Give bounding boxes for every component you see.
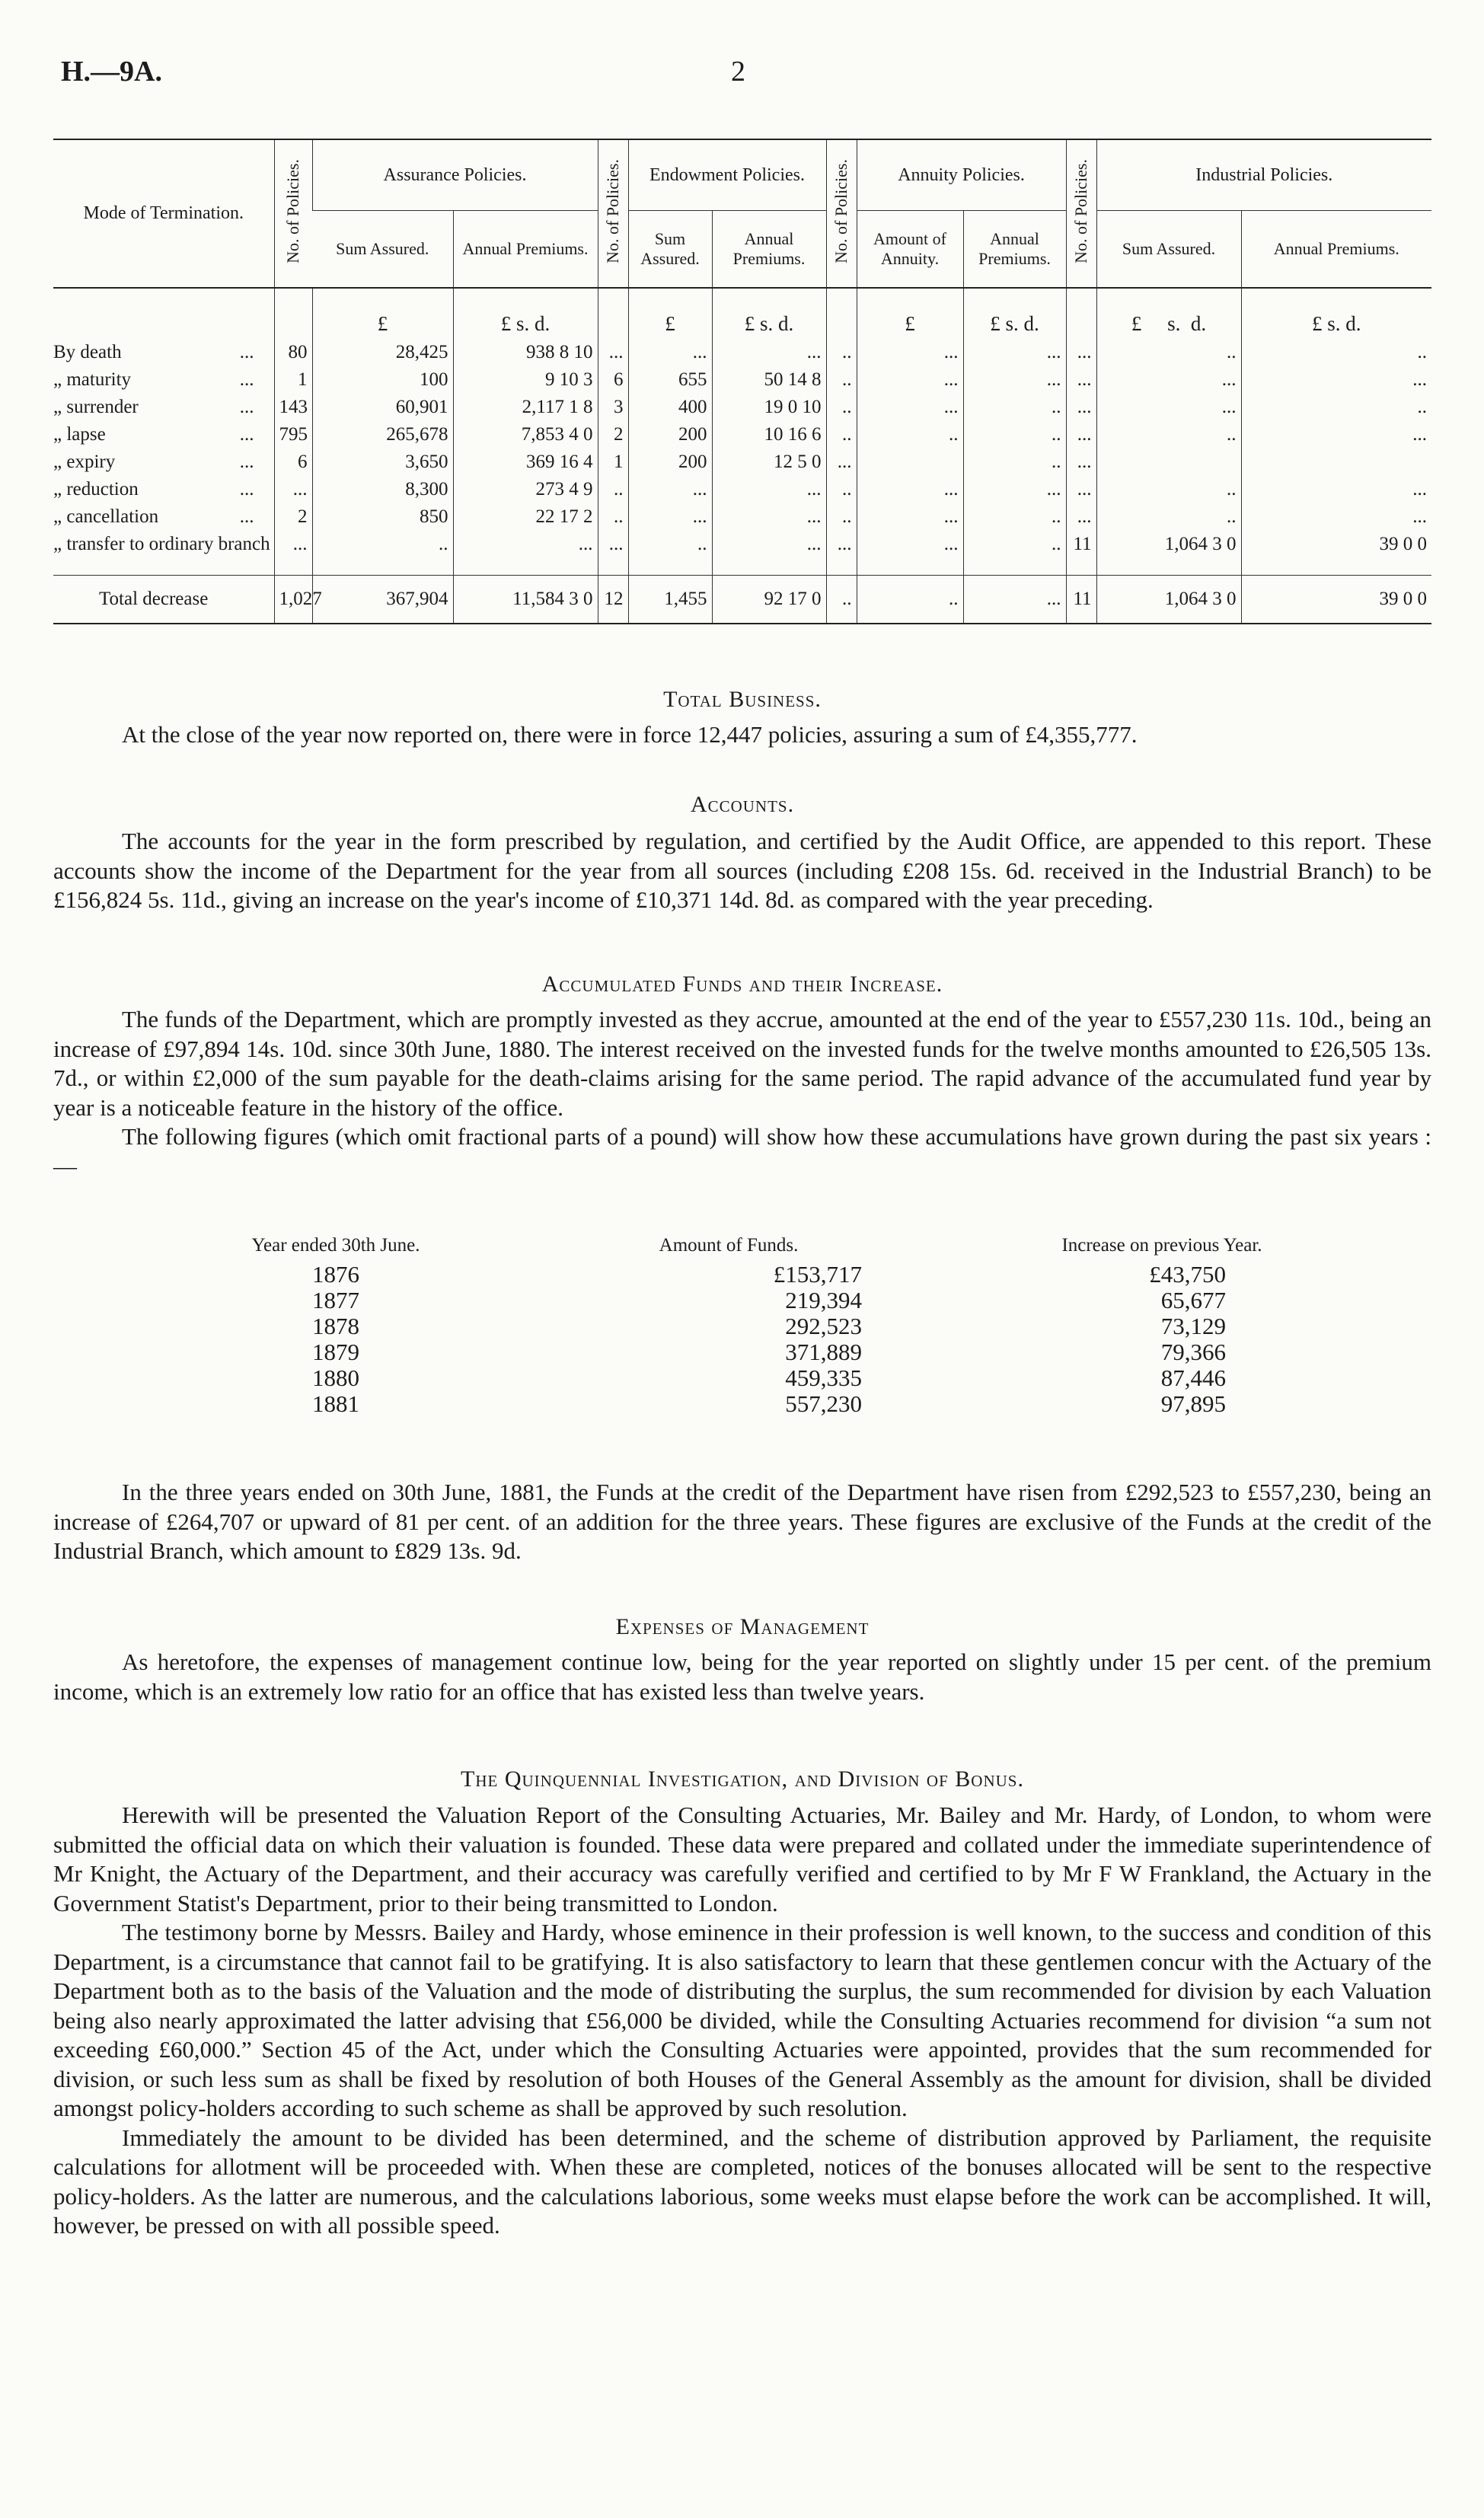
funds-row bbox=[236, 1262, 1302, 1288]
cell-n-amt bbox=[857, 448, 963, 476]
spacer-cell bbox=[274, 558, 312, 576]
paragraph: The funds of the Department, which are promptly invested as they accrue, amounted at the end of the year to £557,230 11s. 10d., being an increase of £97,894 14s. 10d. since 30th June, 1880. The interest received on the invested funds for the twelve months amounted to £26,505 13s. 7d., or within £2,000 of the sum payable for the death-claims arising for the same period. The rapid advance of the accumulated fund year by year is a noticeable feature in the history of the office. bbox=[53, 1006, 1431, 1121]
cell-e-prem: 92 17 0 bbox=[712, 576, 826, 624]
cell-n-amt: ... bbox=[857, 476, 963, 503]
paragraph: Herewith will be presented the Valuation Report of the Consulting Actuaries, Mr. Bailey and Mr. Hardy, of London, to whom were submitted the official data on which their valuation is founded. These data were prepared and collated under the immediate superintendence of Mr Knight, the Actuary of the Department, and their accuracy was carefully verified and certified to by Mr F W Frankland, the Actuary in the Government Statist's Department, prior to their being transmitted to London. bbox=[53, 1802, 1431, 1916]
row-label bbox=[53, 576, 274, 624]
cell-i-sum: .. bbox=[1096, 503, 1241, 531]
cell-i-sum: 1,064 3 0 bbox=[1096, 531, 1241, 558]
funds-cell-amount: 219,394 bbox=[785, 1287, 862, 1313]
spacer-cell bbox=[826, 558, 857, 576]
paragraph: The testimony borne by Messrs. Bailey and Hardy, whose eminence in their profession is well known, to the success and condition of this Department, is a circumstance that cannot fail to be gratifying. It is also satisfactory to learn that these gentlemen concur with the Actuary of the Department both as to the basis of the Valuation and the mode of distributing the surplus, the sum recommended for division by each Valuation being also nearly approximated the latter advising that £56,000 be divided, while the Consulting Actuaries recommend for division “a sum not exceeding £60,000.” Section 45 of the Act, under which the Consulting Actuaries were appointed, provides that the sum recommended for division, or such less sum as shall be fixed by resolution of both Houses of the General Assembly as the amount for division, shall be divided amongst policy-holders according to such scheme as shall be approved by such resolution. bbox=[53, 1919, 1431, 2121]
cell-n-prem: .. bbox=[963, 503, 1066, 531]
cell-n-prem: ... bbox=[963, 576, 1066, 624]
cell-i-sum bbox=[1096, 448, 1241, 476]
cell-a-sum: .. bbox=[312, 531, 453, 558]
funds-cell-year: 1881 bbox=[312, 1390, 359, 1417]
cell-e-prem: 50 14 8 bbox=[712, 366, 826, 394]
heading-accumulated-funds: Accumulated Funds and their Increase. bbox=[541, 972, 943, 997]
subhead-annual-premiums: Annual Premiums. bbox=[453, 211, 598, 289]
funds-col-amount: Amount of Funds. bbox=[659, 1235, 799, 1256]
cell-n-no: .. bbox=[826, 503, 857, 531]
paragraph: Immediately the amount to be divided has been determined, and the scheme of distribution approved by Parliament, the requisite calculations for allotment will be proceeded with. When these are completed, notices of the bonuses allocated will be sent to the respective policy-holders. As the latter are numerous, and the calculations laborious, some weeks must elapse before the work can be accomplished. It will, however, be pressed on with all possible speed. bbox=[53, 2124, 1431, 2239]
group-annuity: Annuity Policies. bbox=[857, 139, 1066, 211]
cell-n-prem: ... bbox=[963, 366, 1066, 394]
cell-a-sum: 28,425 bbox=[312, 339, 453, 366]
page-number: 2 bbox=[731, 56, 745, 88]
row-label bbox=[53, 366, 274, 394]
funds-row bbox=[236, 1313, 1302, 1339]
spacer-cell bbox=[963, 558, 1066, 576]
expenses-text bbox=[53, 1648, 1431, 1706]
spacer-cell bbox=[712, 558, 826, 576]
cell-a-no: 2 bbox=[274, 503, 312, 531]
cell-n-prem: ... bbox=[963, 339, 1066, 366]
cell-a-sum: 265,678 bbox=[312, 421, 453, 448]
spacer-cell bbox=[1066, 558, 1096, 576]
cell-n-prem: .. bbox=[963, 448, 1066, 476]
cell-n-no: .. bbox=[826, 394, 857, 421]
unit-label: d. bbox=[1190, 312, 1207, 335]
cell-n-amt: ... bbox=[857, 503, 963, 531]
paragraph: As heretofore, the expenses of management continue low, being for the year reported on slightly under 15 per cent. of the premium income, which is an extremely low ratio for an office that has existed less than twelve years. bbox=[53, 1648, 1431, 1705]
unit-label: £ s. d. bbox=[712, 288, 826, 339]
table-row bbox=[53, 421, 1431, 448]
cell-i-no: ... bbox=[1066, 503, 1096, 531]
funds-cell-amount: 557,230 bbox=[785, 1390, 862, 1417]
paragraph: In the three years ended on 30th June, 1881, the Funds at the credit of the Department have risen from £292,523 to £557,230, being an increase of £264,707 or upward of 81 per cent. of an addition for the three years. These figures are exclusive of the Funds at the credit of the Industrial Branch, which amount to £829 13s. 9d. bbox=[53, 1479, 1431, 1564]
total-row bbox=[53, 576, 1431, 624]
table-row bbox=[53, 448, 1431, 476]
cell-e-no: ... bbox=[598, 339, 628, 366]
cell-i-prem: ... bbox=[1241, 476, 1431, 503]
table-row bbox=[53, 503, 1431, 531]
row-label bbox=[53, 531, 274, 558]
table-row bbox=[53, 339, 1431, 366]
cell-e-sum: 200 bbox=[628, 448, 712, 476]
group-endowment: Endowment Policies. bbox=[628, 139, 826, 211]
cell-a-no: 80 bbox=[274, 339, 312, 366]
row-label bbox=[53, 448, 274, 476]
cell-a-sum: 60,901 bbox=[312, 394, 453, 421]
cell-e-sum: 655 bbox=[628, 366, 712, 394]
cell-a-no: 1,027 bbox=[274, 576, 312, 624]
cell-e-no: .. bbox=[598, 476, 628, 503]
accounts-text bbox=[53, 827, 1431, 915]
cell-n-no: .. bbox=[826, 339, 857, 366]
cell-e-sum: 400 bbox=[628, 394, 712, 421]
cell-e-prem: 19 0 10 bbox=[712, 394, 826, 421]
leader-dots: ... bbox=[239, 506, 254, 527]
heading-expenses: Expenses of Management bbox=[615, 1614, 870, 1639]
funds-row bbox=[236, 1339, 1302, 1365]
funds-cell-amount: £153,717 bbox=[773, 1261, 862, 1288]
cell-e-sum: 200 bbox=[628, 421, 712, 448]
heading-total-business: Total Business. bbox=[663, 687, 822, 712]
cell-e-prem: ... bbox=[712, 503, 826, 531]
row-label bbox=[53, 476, 274, 503]
row-label bbox=[53, 339, 274, 366]
cell-a-sum: 100 bbox=[312, 366, 453, 394]
unit-label: £ bbox=[857, 288, 963, 339]
total-business-text bbox=[53, 720, 1431, 750]
quinquennial-text bbox=[53, 1801, 1431, 2241]
cell-i-sum: .. bbox=[1096, 421, 1241, 448]
cell-i-no: 11 bbox=[1066, 576, 1096, 624]
funds-cell-increase: 87,446 bbox=[1160, 1364, 1226, 1391]
table-row bbox=[53, 366, 1431, 394]
leader-dots: ... bbox=[239, 479, 254, 499]
no-policies-label: No. of Policies. bbox=[283, 158, 302, 263]
cell-n-amt: ... bbox=[857, 531, 963, 558]
cell-e-prem: 10 16 6 bbox=[712, 421, 826, 448]
heading-accounts: Accounts. bbox=[690, 792, 795, 817]
leader-dots: ... bbox=[239, 342, 254, 362]
funds-row bbox=[236, 1391, 1302, 1417]
cell-n-no: ... bbox=[826, 531, 857, 558]
cell-a-prem: 22 17 2 bbox=[453, 503, 598, 531]
cell-e-no: 12 bbox=[598, 576, 628, 624]
funds-cell-amount: 371,889 bbox=[785, 1339, 862, 1365]
cell-i-sum: ... bbox=[1096, 394, 1241, 421]
funds-text-after bbox=[53, 1478, 1431, 1566]
cell-i-sum: .. bbox=[1096, 339, 1241, 366]
row-label-text: „ reduction bbox=[53, 479, 139, 499]
col-mode-header: Mode of Termination. bbox=[53, 139, 274, 288]
report-code: H.—9A. bbox=[61, 56, 162, 88]
leader-dots: ... bbox=[239, 452, 254, 472]
cell-a-no: 1 bbox=[274, 366, 312, 394]
cell-i-prem: .. bbox=[1241, 394, 1431, 421]
cell-e-no: 3 bbox=[598, 394, 628, 421]
cell-n-amt: ... bbox=[857, 339, 963, 366]
cell-e-prem: ... bbox=[712, 339, 826, 366]
spacer-cell bbox=[598, 558, 628, 576]
cell-a-prem: 11,584 3 0 bbox=[453, 576, 598, 624]
row-label-text: „ transfer to ordinary branch bbox=[53, 534, 270, 554]
cell-n-amt: .. bbox=[857, 421, 963, 448]
unit-label: £ s. d. bbox=[1241, 288, 1431, 339]
row-label-text: „ surrender bbox=[53, 397, 139, 417]
units-row bbox=[53, 288, 1431, 339]
cell-n-no: .. bbox=[826, 421, 857, 448]
running-header bbox=[53, 55, 1431, 93]
cell-e-no: ... bbox=[598, 531, 628, 558]
cell-i-sum: .. bbox=[1096, 476, 1241, 503]
cell-a-no: 143 bbox=[274, 394, 312, 421]
cell-e-no: .. bbox=[598, 503, 628, 531]
funds-cell-year: 1878 bbox=[312, 1313, 359, 1339]
spacer-cell bbox=[453, 558, 598, 576]
funds-cell-increase: 79,366 bbox=[1160, 1339, 1226, 1365]
funds-cell-year: 1879 bbox=[312, 1339, 359, 1365]
cell-a-prem: ... bbox=[453, 531, 598, 558]
subhead-sum-assured: Sum Assured. bbox=[1096, 211, 1241, 289]
cell-e-no: 6 bbox=[598, 366, 628, 394]
cell-i-no: 11 bbox=[1066, 531, 1096, 558]
funds-row bbox=[236, 1365, 1302, 1391]
paragraph: The following figures (which omit fractional parts of a pound) will show how these accumulations have grown during the past six years :— bbox=[53, 1123, 1431, 1179]
spacer-cell bbox=[628, 558, 712, 576]
unit-label: £ bbox=[312, 288, 453, 339]
cell-a-prem: 7,853 4 0 bbox=[453, 421, 598, 448]
funds-col-increase: Increase on previous Year. bbox=[1061, 1235, 1262, 1256]
funds-cell-increase: 97,895 bbox=[1160, 1390, 1226, 1417]
cell-a-prem: 2,117 1 8 bbox=[453, 394, 598, 421]
funds-row bbox=[236, 1288, 1302, 1313]
cell-n-prem: .. bbox=[963, 421, 1066, 448]
cell-i-prem bbox=[1241, 448, 1431, 476]
spacer-cell bbox=[857, 558, 963, 576]
unit-label bbox=[1096, 288, 1241, 339]
col-assurance-no bbox=[274, 139, 312, 288]
subhead-amount-of-annuity: Amount of Annuity. bbox=[857, 211, 963, 289]
cell-n-amt: ... bbox=[857, 366, 963, 394]
cell-e-sum: 1,455 bbox=[628, 576, 712, 624]
cell-n-amt: ... bbox=[857, 394, 963, 421]
funds-cell-increase: 65,677 bbox=[1160, 1287, 1226, 1313]
no-policies-label: No. of Policies. bbox=[603, 158, 622, 263]
no-policies-label: No. of Policies. bbox=[1071, 158, 1091, 263]
cell-e-no: 2 bbox=[598, 421, 628, 448]
cell-a-prem: 9 10 3 bbox=[453, 366, 598, 394]
cell-a-no: 6 bbox=[274, 448, 312, 476]
cell-n-no: .. bbox=[826, 576, 857, 624]
paragraph: The accounts for the year in the form prescribed by regulation, and certified by the Audit Office, are appended to this report. These accounts show the income of the Department for the year from all sources (including £208 15s. 6d. received in the Industrial Branch) to be £156,824 5s. 11d., giving an increase on the year's income of £10,371 14d. 8d. as compared with the year preceding. bbox=[53, 828, 1431, 913]
cell-e-prem: ... bbox=[712, 476, 826, 503]
cell-e-prem: 12 5 0 bbox=[712, 448, 826, 476]
cell-i-sum: ... bbox=[1096, 366, 1241, 394]
cell-e-prem: ... bbox=[712, 531, 826, 558]
funds-cell-year: 1877 bbox=[312, 1287, 359, 1313]
cell-i-no: ... bbox=[1066, 476, 1096, 503]
no-policies-label: No. of Policies. bbox=[831, 158, 851, 263]
unit-label: £ s. d. bbox=[963, 288, 1066, 339]
funds-cell-year: 1876 bbox=[312, 1261, 359, 1288]
funds-cell-increase: 73,129 bbox=[1160, 1313, 1226, 1339]
cell-i-prem: ... bbox=[1241, 421, 1431, 448]
cell-i-no: ... bbox=[1066, 421, 1096, 448]
table-row bbox=[53, 531, 1431, 558]
funds-table bbox=[236, 1233, 1302, 1417]
unit-label: £ s. d. bbox=[453, 288, 598, 339]
cell-n-prem: .. bbox=[963, 531, 1066, 558]
row-label-text: Total decrease bbox=[99, 589, 209, 609]
heading-quinquennial: The Quinquennial Investigation, and Division of Bonus. bbox=[461, 1766, 1024, 1792]
cell-e-sum: .. bbox=[628, 531, 712, 558]
cell-i-prem: 39 0 0 bbox=[1241, 531, 1431, 558]
funds-text bbox=[53, 1005, 1431, 1181]
row-label-text: „ cancellation bbox=[53, 506, 159, 527]
subhead-sum-assured: Sum Assured. bbox=[312, 211, 453, 289]
col-endowment-no bbox=[598, 139, 628, 288]
col-annuity-no bbox=[826, 139, 857, 288]
cell-e-no: 1 bbox=[598, 448, 628, 476]
funds-cell-year: 1880 bbox=[312, 1364, 359, 1391]
col-industrial-no bbox=[1066, 139, 1096, 288]
cell-i-prem: 39 0 0 bbox=[1241, 576, 1431, 624]
funds-col-year: Year ended 30th June. bbox=[251, 1235, 420, 1256]
table-row bbox=[53, 394, 1431, 421]
cell-a-sum: 850 bbox=[312, 503, 453, 531]
cell-n-prem: ... bbox=[963, 476, 1066, 503]
leader-dots: ... bbox=[239, 424, 254, 445]
spacer-row bbox=[53, 558, 1431, 576]
subhead-annual-premiums: Annual Premiums. bbox=[712, 211, 826, 289]
spacer-cell bbox=[1096, 558, 1241, 576]
row-label-text: „ lapse bbox=[53, 424, 106, 445]
subhead-annual-premiums: Annual Premiums. bbox=[963, 211, 1066, 289]
cell-n-no: .. bbox=[826, 476, 857, 503]
cell-i-no: ... bbox=[1066, 394, 1096, 421]
spacer-cell bbox=[1241, 558, 1431, 576]
cell-e-sum: ... bbox=[628, 503, 712, 531]
row-label-text: By death bbox=[53, 342, 122, 362]
cell-a-no: 795 bbox=[274, 421, 312, 448]
funds-cell-increase: £43,750 bbox=[1149, 1261, 1226, 1288]
group-assurance: Assurance Policies. bbox=[312, 139, 598, 211]
cell-i-prem: .. bbox=[1241, 339, 1431, 366]
cell-a-sum: 367,904 bbox=[312, 576, 453, 624]
cell-i-sum: 1,064 3 0 bbox=[1096, 576, 1241, 624]
row-label-text: „ expiry bbox=[53, 452, 116, 472]
cell-n-no: ... bbox=[826, 448, 857, 476]
cell-a-no: ... bbox=[274, 531, 312, 558]
funds-cell-amount: 459,335 bbox=[785, 1364, 862, 1391]
group-industrial: Industrial Policies. bbox=[1096, 139, 1431, 211]
cell-i-prem: ... bbox=[1241, 366, 1431, 394]
cell-i-no: ... bbox=[1066, 339, 1096, 366]
cell-a-prem: 273 4 9 bbox=[453, 476, 598, 503]
cell-a-no: ... bbox=[274, 476, 312, 503]
unit-label: s. bbox=[1167, 312, 1181, 335]
cell-n-no: .. bbox=[826, 366, 857, 394]
cell-e-sum: ... bbox=[628, 339, 712, 366]
cell-e-sum: ... bbox=[628, 476, 712, 503]
cell-i-no: ... bbox=[1066, 448, 1096, 476]
row-label-text: „ maturity bbox=[53, 369, 132, 390]
row-label bbox=[53, 394, 274, 421]
unit-label: £ bbox=[628, 288, 712, 339]
cell-i-prem: ... bbox=[1241, 503, 1431, 531]
cell-n-prem: .. bbox=[963, 394, 1066, 421]
spacer-cell bbox=[53, 558, 274, 576]
table-row bbox=[53, 476, 1431, 503]
cell-a-prem: 369 16 4 bbox=[453, 448, 598, 476]
leader-dots: ... bbox=[239, 369, 254, 390]
subhead-annual-premiums: Annual Premiums. bbox=[1241, 211, 1431, 289]
spacer-cell bbox=[312, 558, 453, 576]
cell-n-amt: .. bbox=[857, 576, 963, 624]
leader-dots: ... bbox=[239, 397, 254, 417]
termination-table bbox=[53, 139, 1431, 624]
cell-a-sum: 8,300 bbox=[312, 476, 453, 503]
row-label bbox=[53, 421, 274, 448]
cell-a-sum: 3,650 bbox=[312, 448, 453, 476]
funds-cell-amount: 292,523 bbox=[785, 1313, 862, 1339]
paragraph: At the close of the year now reported on, there were in force 12,447 policies, assuring a sum of £4,355,777. bbox=[122, 721, 1138, 748]
subhead-sum-assured: Sum Assured. bbox=[628, 211, 712, 289]
cell-a-prem: 938 8 10 bbox=[453, 339, 598, 366]
row-label bbox=[53, 503, 274, 531]
cell-i-no: ... bbox=[1066, 366, 1096, 394]
unit-label: £ bbox=[1131, 312, 1142, 335]
